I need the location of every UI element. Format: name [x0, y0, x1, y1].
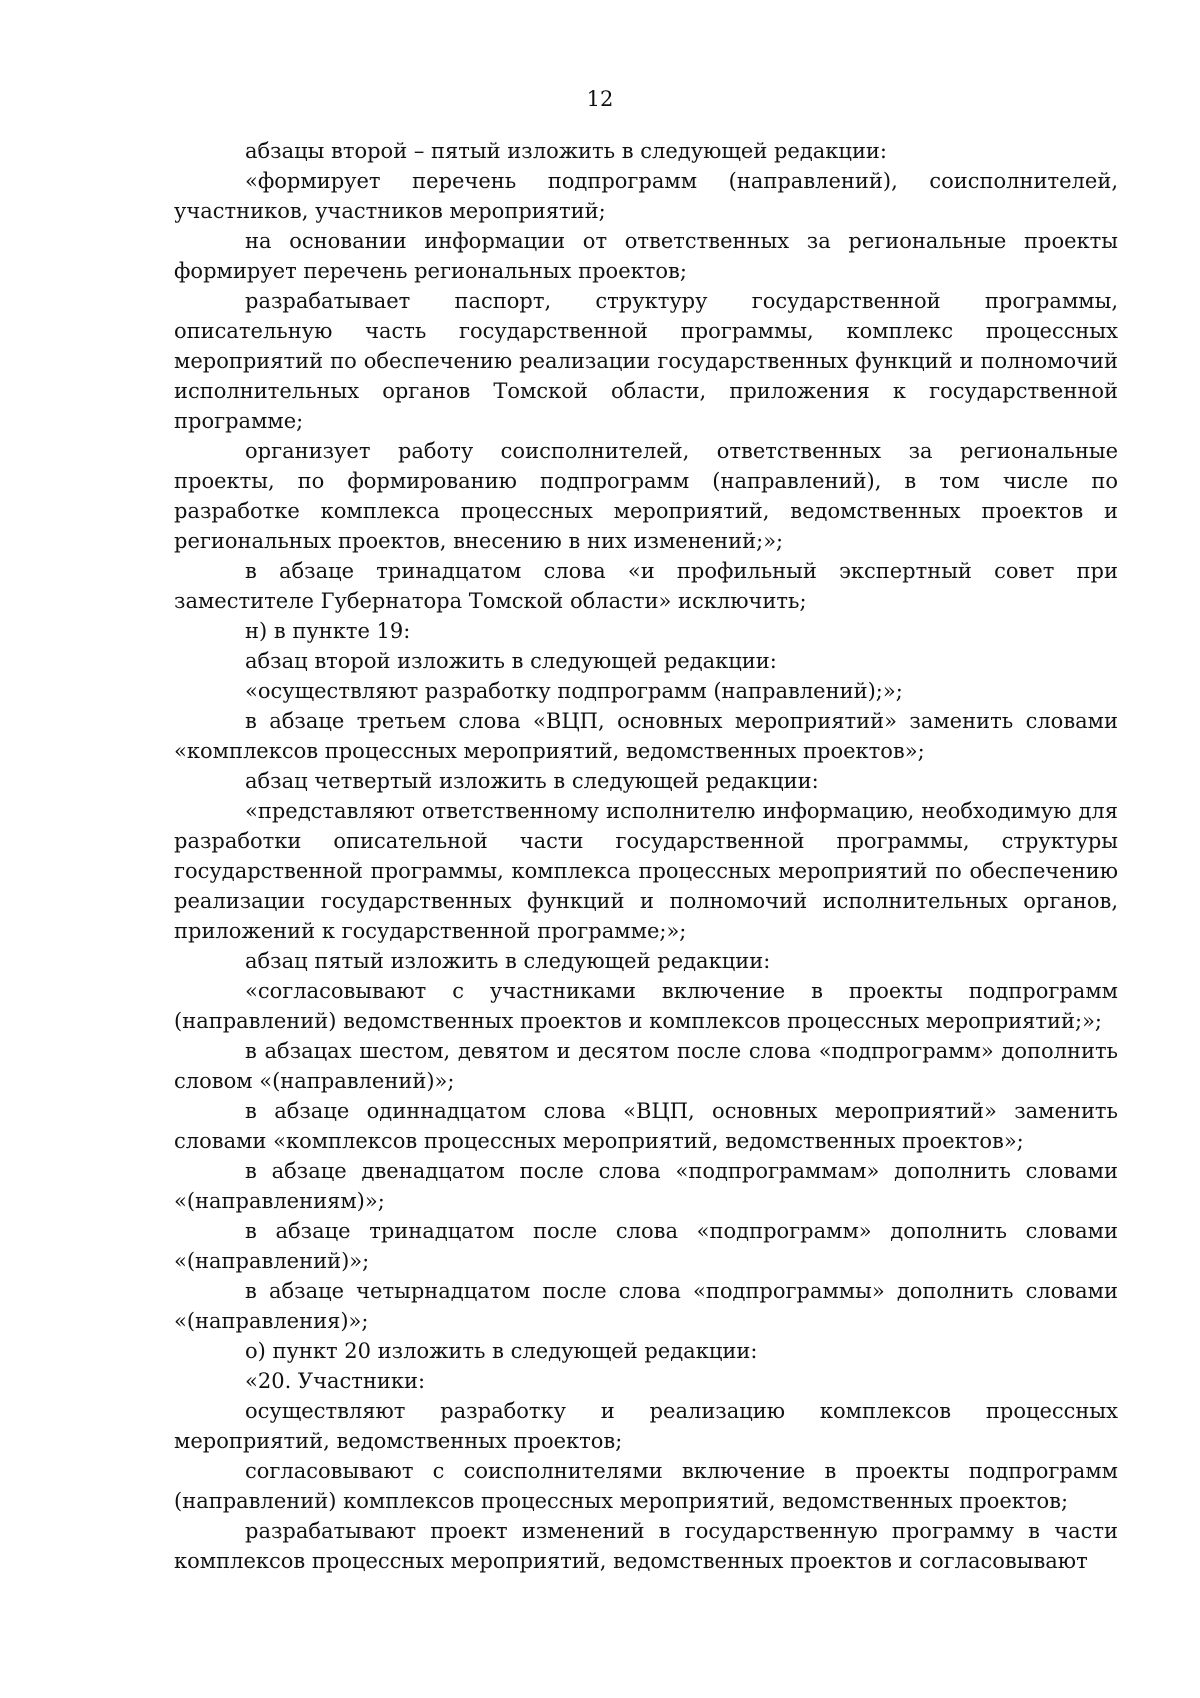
- paragraph: в абзаце тринадцатом после слова «подпрограмм» дополнить словами «(направлений)»;: [174, 1219, 1118, 1273]
- paragraph: абзацы второй – пятый изложить в следующей редакции:: [245, 139, 888, 163]
- paragraph: «осуществляют разработку подпрограмм (направлений);»;: [245, 679, 903, 703]
- paragraph: в абзаце тринадцатом слова «и профильный экспертный совет при заместителе Губернатора Томской области» исключить;: [174, 559, 1118, 613]
- paragraph: абзац второй изложить в следующей редакции:: [245, 649, 777, 673]
- paragraph: «формирует перечень подпрограмм (направлений), соисполнителей, участников, участников мероприятий;: [174, 169, 1118, 223]
- paragraph: «представляют ответственному исполнителю информацию, необходимую для разработки описательной части государственной программы, структуры государственной программы, комплекса процессных мероприятий по обеспечению реализации государственных функций и полномочий исполнительных органов, приложений к государственной программе;»;: [174, 799, 1118, 943]
- paragraph: н) в пункте 19:: [245, 619, 411, 643]
- paragraph: в абзаце третьем слова «ВЦП, основных мероприятий» заменить словами «комплексов процессных мероприятий, ведомственных проектов»;: [174, 709, 1118, 763]
- paragraph: «20. Участники:: [245, 1369, 426, 1393]
- paragraph: разрабатывают проект изменений в государственную программу в части комплексов процессных мероприятий, ведомственных проектов и согласовывают: [174, 1519, 1118, 1573]
- paragraph: на основании информации от ответственных за региональные проекты формирует перечень региональных проектов;: [174, 229, 1118, 283]
- paragraph: абзац пятый изложить в следующей редакции:: [245, 949, 771, 973]
- paragraph: «согласовывают с участниками включение в проекты подпрограмм (направлений) ведомственных проектов и комплексов процессных мероприятий;»;: [174, 979, 1118, 1033]
- paragraph: разрабатывает паспорт, структуру государственной программы, описательную часть государственной программы, комплекс процессных мероприятий по обеспечению реализации государственных функций и полномочий исполнительных органов Томской области, приложения к государственной программе;: [174, 289, 1118, 433]
- paragraph: согласовывают с соисполнителями включение в проекты подпрограмм (направлений) комплексов процессных мероприятий, ведомственных проектов;: [174, 1459, 1118, 1513]
- paragraph: организует работу соисполнителей, ответственных за региональные проекты, по формированию подпрограмм (направлений), в том числе по разработке комплекса процессных мероприятий, ведомственных проектов и региональных проектов, внесению в них изменений;»;: [174, 439, 1118, 553]
- paragraph: в абзаце двенадцатом после слова «подпрограммам» дополнить словами «(направлениям)»;: [174, 1159, 1118, 1213]
- paragraph: в абзаце одиннадцатом слова «ВЦП, основных мероприятий» заменить словами «комплексов процессных мероприятий, ведомственных проектов»;: [174, 1099, 1118, 1153]
- paragraph: о) пункт 20 изложить в следующей редакции:: [245, 1339, 758, 1363]
- page-number: 12: [586, 87, 614, 111]
- paragraph: в абзацах шестом, девятом и десятом после слова «подпрограмм» дополнить словом «(направлений)»;: [174, 1039, 1118, 1093]
- document-body: [174, 136, 1118, 1576]
- paragraph: в абзаце четырнадцатом после слова «подпрограммы» дополнить словами «(направления)»;: [174, 1279, 1118, 1333]
- paragraph: осуществляют разработку и реализацию комплексов процессных мероприятий, ведомственных проектов;: [174, 1399, 1118, 1453]
- paragraph: абзац четвертый изложить в следующей редакции:: [245, 769, 819, 793]
